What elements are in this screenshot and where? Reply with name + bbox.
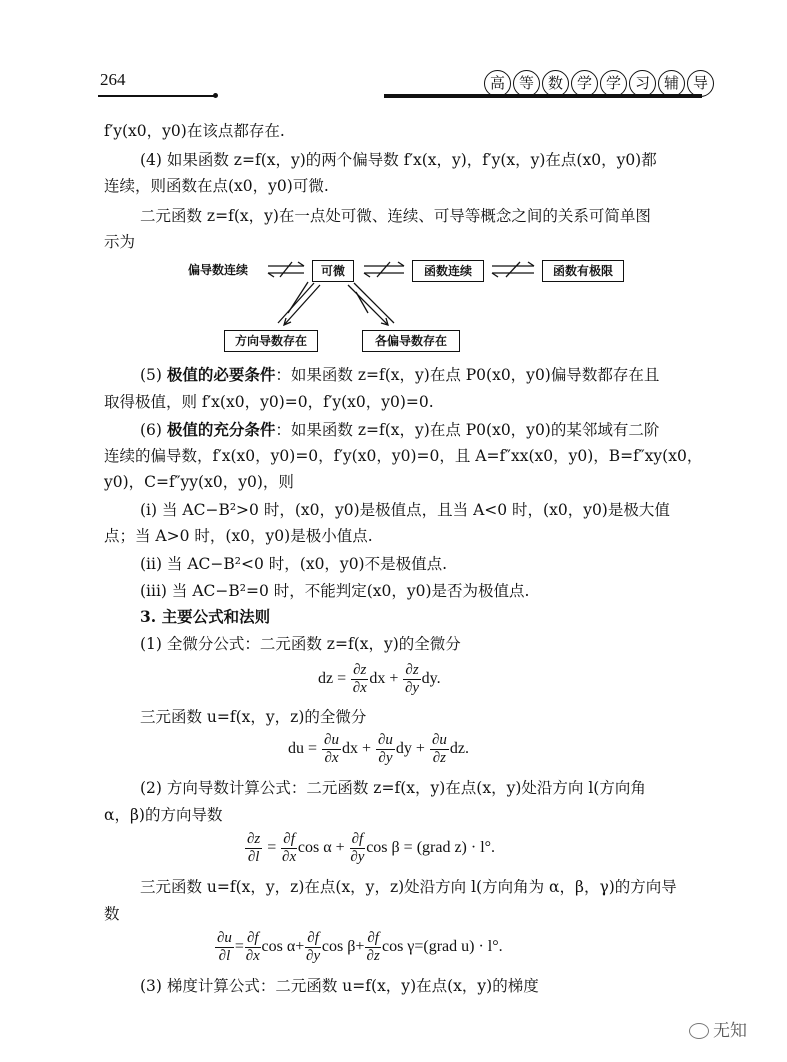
text-line: f′y(x0，y0)在该点都存在. bbox=[104, 122, 285, 140]
numerator: ∂u bbox=[217, 930, 232, 946]
denominator: ∂y bbox=[350, 849, 365, 865]
book-title-char: 导 bbox=[687, 70, 714, 97]
numerator: ∂u bbox=[377, 732, 393, 748]
text-line bbox=[140, 419, 659, 441]
formula-term: cos β+ bbox=[321, 938, 365, 956]
text-line: 二元函数 z=f(x，y)在一点处可微、连续、可导等概念之间的关系可简单图 bbox=[140, 207, 651, 225]
denominator: ∂l bbox=[218, 948, 231, 964]
text-line: (iii) 当 AC−B²=0 时，不能判定(x0，y0)是否为极值点. bbox=[140, 582, 530, 600]
book-title-char: 学 bbox=[571, 70, 598, 97]
formula-total-differential-2d bbox=[318, 662, 441, 697]
book-title-char: 高 bbox=[484, 70, 511, 97]
fraction bbox=[365, 930, 381, 965]
text-line: 数 bbox=[104, 905, 120, 923]
denominator: ∂y bbox=[378, 750, 393, 766]
text-line bbox=[140, 364, 659, 386]
text-line: y0)，C=f″yy(x0，y0)，则 bbox=[104, 473, 294, 491]
book-title bbox=[484, 70, 714, 97]
text-span: ：如果函数 z=f(x，y)在点 P0(x0，y0)偏导数都存在且 bbox=[275, 366, 660, 384]
text-span: (5) bbox=[140, 366, 167, 384]
text-line: 三元函数 u=f(x，y，z)在点(x，y，z)处沿方向 l(方向角为 α，β，γ)的方向导 bbox=[140, 878, 677, 896]
fraction bbox=[351, 662, 368, 697]
formula-term: du = bbox=[288, 740, 318, 758]
denominator: ∂z bbox=[432, 750, 447, 766]
fraction bbox=[322, 732, 341, 767]
numerator: ∂f bbox=[307, 930, 319, 946]
diagram-box-directional-derivative: 方向导数存在 bbox=[224, 330, 318, 352]
text-line: 示为 bbox=[104, 233, 136, 251]
text-line: (1) 全微分公式：二元函数 z=f(x，y)的全微分 bbox=[140, 635, 461, 653]
denominator: ∂y bbox=[404, 680, 420, 696]
text-line: 取得极值，则 f′x(x0，y0)=0，f′y(x0，y0)=0. bbox=[104, 393, 434, 411]
book-title-char: 学 bbox=[600, 70, 627, 97]
formula-term: dy. bbox=[421, 670, 441, 688]
section-heading: 3. 主要公式和法则 bbox=[140, 607, 271, 626]
formula-term: dz = bbox=[318, 670, 347, 688]
denominator: ∂x bbox=[352, 680, 367, 696]
diagram-box-function-continuous: 函数连续 bbox=[412, 260, 484, 282]
wechat-icon bbox=[689, 1023, 709, 1039]
text-line: (2) 方向导数计算公式：二元函数 z=f(x，y)在点(x，y)处沿方向 l(方向角 bbox=[140, 779, 646, 797]
formula-term: = bbox=[267, 839, 277, 857]
formula-directional-derivative-2d bbox=[244, 831, 495, 866]
book-title-char: 习 bbox=[629, 70, 656, 97]
text-line: (3) 梯度计算公式：二元函数 u=f(x，y)在点(x，y)的梯度 bbox=[140, 977, 539, 995]
denominator: ∂y bbox=[306, 948, 321, 964]
fraction bbox=[350, 831, 366, 866]
text-span: ：如果函数 z=f(x，y)在点 P0(x0，y0)的某邻域有二阶 bbox=[275, 421, 660, 439]
denominator: ∂x bbox=[324, 750, 339, 766]
formula-term: dx + bbox=[369, 670, 399, 688]
watermark bbox=[689, 1016, 747, 1041]
numerator: ∂f bbox=[283, 831, 295, 847]
fraction bbox=[245, 930, 261, 965]
denominator: ∂z bbox=[366, 948, 380, 964]
fraction bbox=[403, 662, 420, 697]
text-line: 连续，则函数在点(x0，y0)可微. bbox=[104, 177, 329, 195]
text-line: 三元函数 u=f(x，y，z)的全微分 bbox=[140, 708, 367, 726]
diagram-box-differentiable: 可微 bbox=[312, 260, 354, 282]
diagram-arrows bbox=[180, 255, 630, 355]
fraction bbox=[281, 831, 297, 866]
text-line: (4) 如果函数 z=f(x，y)的两个偏导数 f′x(x，y)，f′y(x，y)在点(x0，y0)都 bbox=[140, 151, 657, 169]
term-necessary-condition: 极值的必要条件 bbox=[166, 365, 276, 384]
diagram-label-partial-continuous: 偏导数连续 bbox=[188, 263, 249, 277]
fraction bbox=[376, 732, 395, 767]
fraction bbox=[245, 831, 262, 866]
numerator: ∂z bbox=[247, 831, 261, 847]
book-title-char: 辅 bbox=[658, 70, 685, 97]
text-span: (6) bbox=[140, 421, 167, 439]
fraction bbox=[305, 930, 321, 965]
denominator: ∂x bbox=[282, 849, 297, 865]
numerator: ∂u bbox=[431, 732, 447, 748]
text-line: 连续的偏导数，f′x(x0，y0)=0，f′y(x0，y0)=0，且 A=f″xx(x0，y0)，B=f″xy(x0， bbox=[104, 447, 703, 465]
denominator: ∂x bbox=[245, 948, 260, 964]
diagram-box-partial-derivatives: 各偏导数存在 bbox=[362, 330, 460, 352]
numerator: ∂f bbox=[367, 930, 379, 946]
watermark-text: 无知 bbox=[713, 1021, 747, 1041]
text-line: (ii) 当 AC−B²<0 时，(x0，y0)不是极值点. bbox=[140, 555, 448, 573]
fraction bbox=[430, 732, 449, 767]
formula-directional-derivative-3d bbox=[214, 930, 503, 965]
concept-relationship-diagram bbox=[180, 255, 630, 355]
formula-term: cos β = (grad z) · l°. bbox=[366, 839, 496, 857]
formula-term: cos α+ bbox=[261, 938, 305, 956]
numerator: ∂u bbox=[324, 732, 339, 748]
diagram-box-function-has-limit: 函数有极限 bbox=[542, 260, 624, 282]
numerator: ∂z bbox=[405, 662, 419, 678]
formula-term: cos γ=(grad u) · l°. bbox=[381, 938, 503, 956]
book-title-char: 数 bbox=[542, 70, 569, 97]
fraction bbox=[215, 930, 234, 965]
denominator: ∂l bbox=[247, 849, 260, 865]
header-rule-right bbox=[384, 94, 702, 98]
term-sufficient-condition: 极值的充分条件 bbox=[166, 420, 276, 439]
numerator: ∂f bbox=[351, 831, 364, 847]
numerator: ∂z bbox=[353, 662, 367, 678]
book-title-char: 等 bbox=[513, 70, 540, 97]
formula-term: = bbox=[234, 938, 244, 956]
formula-total-differential-3d bbox=[288, 732, 469, 767]
text-line: (i) 当 AC−B²>0 时，(x0，y0)是极值点，且当 A<0 时，(x0，y0)是极大值 bbox=[140, 501, 670, 519]
text-line: α，β)的方向导数 bbox=[104, 806, 223, 824]
text-line: 点；当 A>0 时，(x0，y0)是极小值点. bbox=[104, 527, 373, 545]
formula-term: dz. bbox=[449, 740, 469, 758]
formula-term: dx + bbox=[341, 740, 371, 758]
header-rule-left bbox=[98, 95, 216, 97]
formula-term: cos α + bbox=[297, 839, 345, 857]
numerator: ∂f bbox=[246, 930, 259, 946]
formula-term: dy + bbox=[395, 740, 425, 758]
page-number: 264 bbox=[100, 70, 126, 89]
header-rule-dot bbox=[213, 93, 218, 98]
